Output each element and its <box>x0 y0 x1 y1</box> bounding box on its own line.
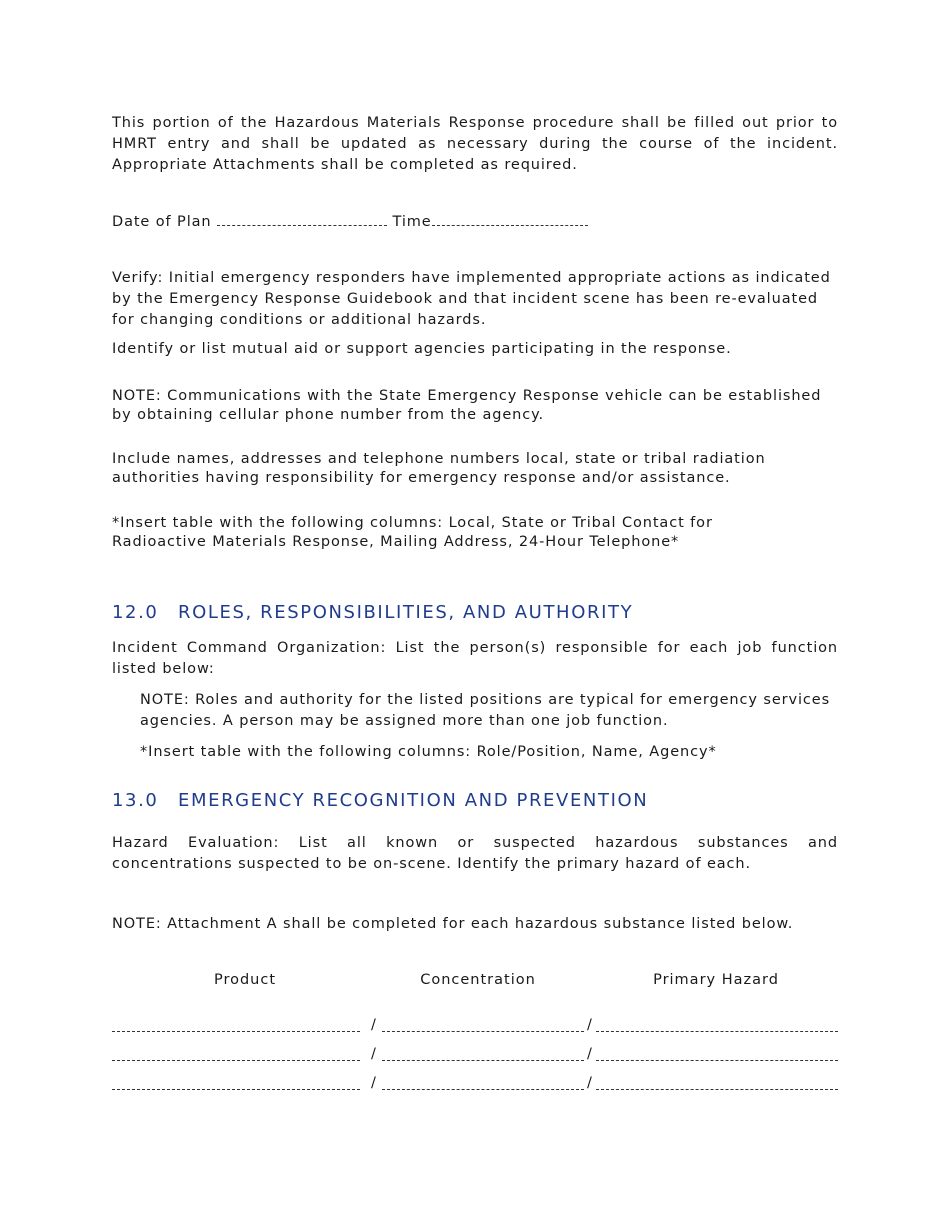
primary-hazard-blank[interactable] <box>596 1075 838 1090</box>
hazard-entry-row <box>112 1075 838 1095</box>
primary-hazard-blank[interactable] <box>596 1046 838 1061</box>
separator-slash: / <box>587 1046 592 1062</box>
column-header-primary-hazard: Primary Hazard <box>653 972 779 988</box>
section-13-number: 13.0 <box>112 790 159 811</box>
intro-paragraph: This portion of the Hazardous Materials Response procedure shall be filled out prior to HMRT entry and shall be updated as necessary during the course of the incident. Appropriate Attachments shall be completed as required. <box>112 115 838 173</box>
insert-table-note-2: *Insert table with the following columns: Role/Position, Name, Agency* <box>140 744 717 760</box>
date-label: Date of Plan <box>112 214 212 230</box>
attachment-note: NOTE: Attachment A shall be completed for each hazardous substance listed below. <box>112 916 794 932</box>
time-label: Time <box>392 214 432 230</box>
hazard-evaluation-paragraph: Hazard Evaluation: List all known or suspected hazardous substances and concentrations suspected to be on-scene. Identify the primary hazard of each. <box>112 835 838 872</box>
verify-paragraph: Verify: Initial emergency responders have implemented appropriate actions as indicated by the Emergency Response Guidebook and that incident scene has been re-evaluated for changing conditions or additional hazards. <box>112 270 831 328</box>
note-communications: NOTE: Communications with the State Emergency Response vehicle can be established by obtaining cellular phone number from the agency. <box>112 388 822 423</box>
hazard-entry-row <box>112 1017 838 1037</box>
section-13-heading <box>112 790 648 812</box>
section-12-note: NOTE: Roles and authority for the listed positions are typical for emergency services agencies. A person may be assigned more than one job function. <box>140 692 831 729</box>
product-blank[interactable] <box>112 1017 360 1032</box>
section-13-title: EMERGENCY RECOGNITION AND PREVENTION <box>178 790 649 811</box>
hazard-entry-row <box>112 1046 838 1066</box>
time-blank[interactable] <box>432 213 588 226</box>
separator-slash: / <box>587 1017 592 1033</box>
include-paragraph: Include names, addresses and telephone numbers local, state or tribal radiation authorities having responsibility for emergency response and/or assistance. <box>112 451 766 486</box>
section-12-heading <box>112 602 633 624</box>
concentration-blank[interactable] <box>382 1017 584 1032</box>
incident-command-paragraph: Incident Command Organization: List the person(s) responsible for each job function listed below: <box>112 640 838 677</box>
concentration-blank[interactable] <box>382 1075 584 1090</box>
product-blank[interactable] <box>112 1046 360 1061</box>
insert-table-note-1: *Insert table with the following columns: Local, State or Tribal Contact for Radioactive Materials Response, Mailing Address, 24-Hour Telephone* <box>112 515 713 550</box>
date-blank[interactable] <box>217 213 387 226</box>
separator-slash: / <box>371 1075 376 1091</box>
column-header-product: Product <box>213 972 277 988</box>
primary-hazard-blank[interactable] <box>596 1017 838 1032</box>
separator-slash: / <box>371 1017 376 1033</box>
concentration-blank[interactable] <box>382 1046 584 1061</box>
section-12-title: ROLES, RESPONSIBILITIES, AND AUTHORITY <box>178 602 634 623</box>
section-12-number: 12.0 <box>112 602 159 623</box>
separator-slash: / <box>371 1046 376 1062</box>
identify-paragraph: Identify or list mutual aid or support agencies participating in the response. <box>112 341 732 357</box>
separator-slash: / <box>587 1075 592 1091</box>
product-blank[interactable] <box>112 1075 360 1090</box>
column-header-concentration: Concentration <box>420 972 536 988</box>
date-time-line <box>112 212 838 233</box>
